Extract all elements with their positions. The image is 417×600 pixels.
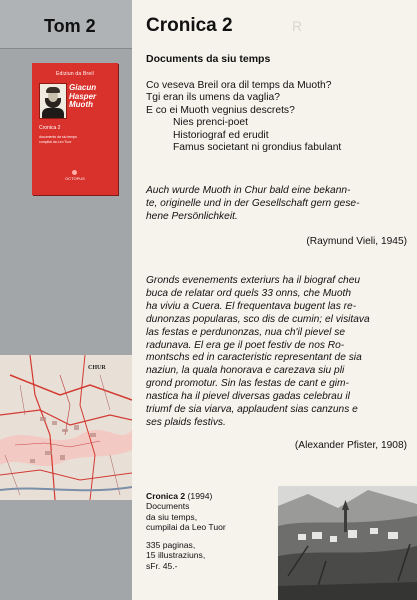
caption-year: (1994) (185, 491, 213, 501)
bleed-through-text: R (292, 18, 303, 34)
caption-title: Cronica 2 (146, 491, 186, 501)
section-title: Documents da siu temps (146, 53, 271, 65)
book-title: Cronica 2 (39, 125, 61, 131)
book-cover (32, 63, 118, 195)
author-portrait (39, 83, 67, 119)
poem-line: Nies prenci-poet (173, 117, 248, 129)
map-label: CHUR (88, 365, 106, 371)
book-edition: Ediziun da Breil (56, 71, 94, 77)
city-map (0, 355, 132, 500)
quote-pfister: Gronds evenements exteriurs ha il biograf cheu buca de relatar ord quels 33 onns, che Muoth ha viviu a Cuera. El frequentava bugent las re- dunonzas popularas, sco dis de cumin; el visitava las festas e perdunonzas, nua ch'il pievel se radunava. El era ge il poet festiv de nos Ro- montschs ed in caracteristic representant de sia naziun, la quala honorava e carezava siu pli grond promotur. Sin las festas de cant e gim- nastica ha il pievel diversas gadas celebrau il triumf de sia viarva, applaudent sias canzuns e ses plaids festivs. (146, 275, 370, 428)
quote-attribution: (Raymund Vieli, 1945) (306, 236, 407, 247)
publisher-logo-icon (72, 170, 77, 175)
book-caption: Cronica 2 (1994) Documents da siu temps, cumpilai da Leo Tuor 335 paginas, 15 illustraziuns, sFr. 45.- (146, 491, 226, 571)
poem-line: Tgi eran ils umens da vaglia? (146, 92, 280, 104)
poem-line: Historiograf ed erudit (173, 129, 269, 141)
poem-line: E co ei Muoth vegnius descrets? (146, 104, 295, 116)
page-title: Cronica 2 (146, 15, 233, 36)
poem-line: Co veseva Breil ora dil temps da Muoth? (146, 80, 332, 91)
book-publisher: OCTOPUS (65, 176, 85, 181)
poem-line: Famus societant ni grondius fabulant (173, 142, 342, 154)
village-photo (278, 486, 417, 600)
quote-attribution: (Alexander Pfister, 1908) (294, 440, 407, 451)
volume-label: Tom 2 (44, 16, 96, 36)
book-subtitle: documents da siu temps cumpilai da Leo Tuor (39, 135, 77, 144)
poem (146, 80, 408, 154)
book-author: Giacun Hasper Muoth (69, 83, 97, 109)
quote-vieli: Auch wurde Muoth in Chur bald eine bekann- te, originelle und in der Gesellschaft gern gese- hene Persönlichkeit. (146, 185, 360, 222)
